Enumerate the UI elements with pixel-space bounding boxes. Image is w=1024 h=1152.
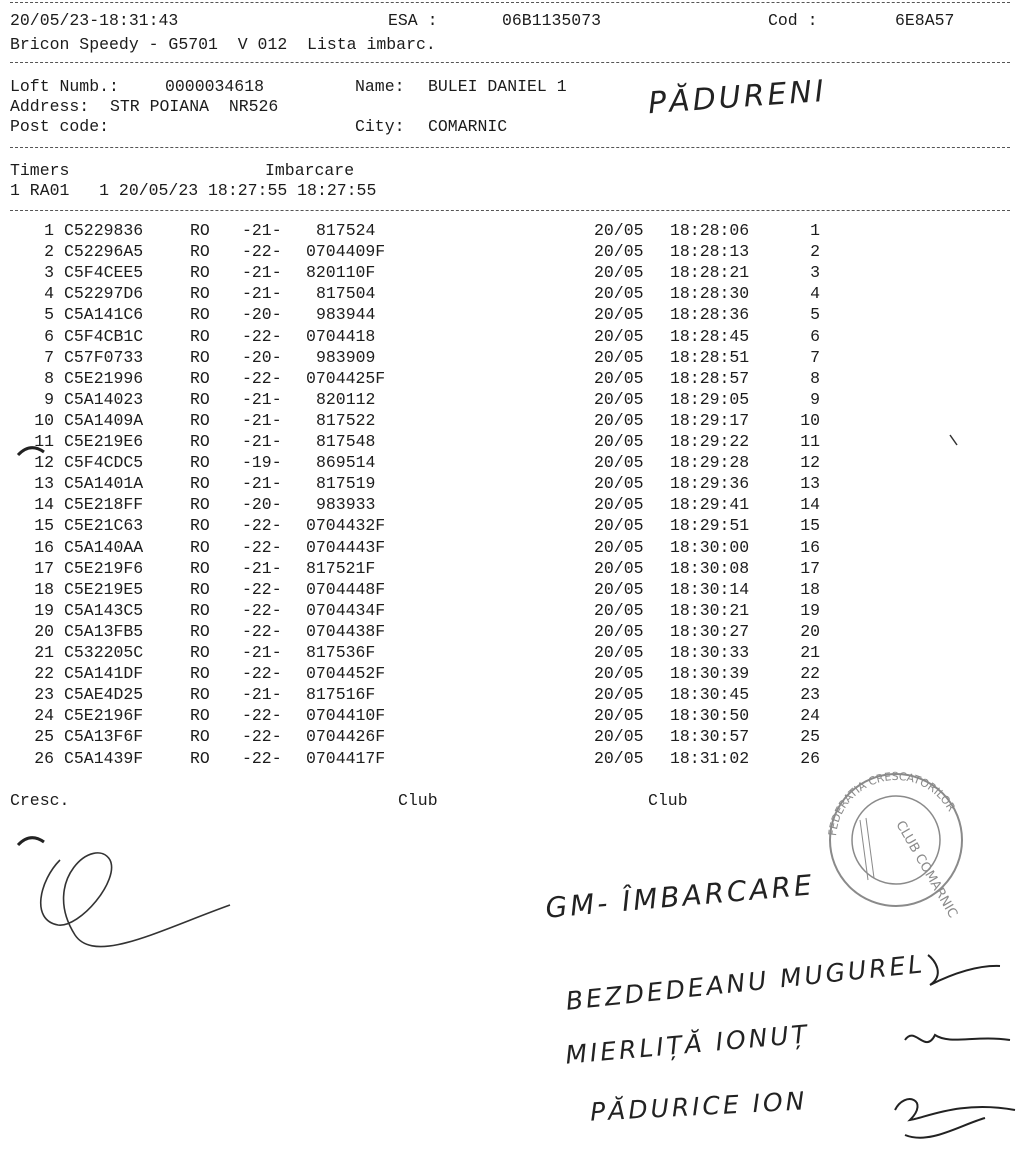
cell-year: -22-: [242, 727, 282, 747]
cell-country: RO: [190, 495, 210, 515]
cell-date: 20/05: [594, 495, 644, 515]
cell-year: -20-: [242, 495, 282, 515]
cell-seq: 23: [800, 685, 820, 705]
handwritten-name-1: BEZDEDEANU MUGUREL: [564, 949, 927, 1016]
cell-n: 9: [44, 389, 54, 409]
cell-seq: 22: [800, 664, 820, 684]
cell-time: 18:28:21: [670, 263, 750, 283]
cell-time: 18:29:51: [670, 516, 750, 536]
cell-time: 18:28:06: [670, 221, 750, 240]
cell-id: 0704410F: [306, 706, 386, 726]
address-value: STR POIANA NR526: [110, 97, 279, 116]
postcode-label: Post code:: [10, 117, 110, 136]
cell-id: 0704434F: [306, 600, 386, 620]
cell-seq: 13: [800, 474, 820, 494]
cell-id: 817519: [316, 474, 376, 494]
city-label: City:: [355, 117, 405, 136]
separator: [10, 210, 1010, 211]
cell-country: RO: [190, 453, 210, 473]
handwritten-title: GM- ÎMBARCARE: [544, 868, 816, 925]
cell-year: -21-: [242, 410, 282, 430]
cell-id: 0704426F: [306, 727, 386, 747]
cell-seq: 9: [810, 389, 820, 409]
cell-date: 20/05: [594, 347, 644, 367]
cell-country: RO: [190, 727, 210, 747]
cell-country: RO: [190, 621, 210, 641]
cell-id: 983909: [316, 347, 376, 367]
cell-id: 0704417F: [306, 748, 386, 768]
cell-country: RO: [190, 706, 210, 726]
cell-date: 20/05: [594, 242, 644, 262]
cell-time: 18:28:30: [670, 284, 750, 304]
cell-country: RO: [190, 600, 210, 620]
cell-country: RO: [190, 263, 210, 283]
cell-country: RO: [190, 432, 210, 451]
cell-seq: 4: [810, 284, 820, 304]
cell-seq: 20: [800, 621, 820, 641]
cell-year: -19-: [242, 453, 282, 473]
cell-n: 17: [34, 558, 54, 578]
cell-n: 21: [34, 643, 54, 662]
cell-country: RO: [190, 221, 210, 240]
loft-number: 0000034618: [165, 77, 265, 96]
cell-year: -21-: [242, 284, 282, 304]
cell-n: 13: [34, 474, 54, 494]
cell-date: 20/05: [594, 305, 644, 325]
club-label-1: Club: [398, 791, 438, 810]
cell-country: RO: [190, 516, 210, 536]
cell-id: 983933: [316, 495, 376, 515]
cell-seq: 14: [800, 495, 820, 515]
cell-date: 20/05: [594, 474, 644, 494]
cell-seq: 12: [800, 453, 820, 473]
cell-seq: 11: [800, 432, 820, 451]
handwritten-place: PĂDURENI: [646, 73, 828, 122]
cell-ring: C5A13F6F: [64, 727, 144, 747]
cell-date: 20/05: [594, 389, 644, 409]
cell-year: -21-: [242, 263, 282, 283]
cell-ring: C57F0733: [64, 347, 144, 367]
cell-seq: 16: [800, 537, 820, 557]
cell-time: 18:29:05: [670, 389, 750, 409]
cell-seq: 8: [810, 368, 820, 388]
cell-year: -22-: [242, 706, 282, 726]
cell-n: 1: [44, 221, 54, 240]
cell-n: 24: [34, 706, 54, 726]
cell-ring: C5E218FF: [64, 495, 144, 515]
cell-seq: 1: [810, 221, 820, 240]
cell-year: -21-: [242, 685, 282, 705]
cell-time: 18:28:13: [670, 242, 750, 262]
cell-id: 817521F: [306, 558, 376, 578]
cell-year: -20-: [242, 305, 282, 325]
cell-seq: 5: [810, 305, 820, 325]
cell-time: 18:30:39: [670, 664, 750, 684]
cell-n: 14: [34, 495, 54, 515]
cell-seq: 18: [800, 579, 820, 599]
cell-year: -20-: [242, 347, 282, 367]
cell-year: -22-: [242, 579, 282, 599]
cell-seq: 24: [800, 706, 820, 726]
cell-date: 20/05: [594, 221, 644, 240]
timer-line: 1 RA01 1 20/05/23 18:27:55 18:27:55: [10, 181, 377, 200]
cell-ring: C5A13FB5: [64, 621, 144, 641]
cell-id: 0704448F: [306, 579, 386, 599]
cell-seq: 21: [800, 643, 820, 662]
cell-date: 20/05: [594, 621, 644, 641]
cell-id: 0704418: [306, 326, 376, 346]
stamp-outer-text: FEDERATIA CRESCATORILOR: [826, 769, 958, 837]
cell-time: 18:28:51: [670, 347, 750, 367]
cell-year: -22-: [242, 664, 282, 684]
cell-seq: 6: [810, 326, 820, 346]
cell-n: 8: [44, 368, 54, 388]
cell-ring: C5E2196F: [64, 706, 144, 726]
cell-id: 0704438F: [306, 621, 386, 641]
cell-time: 18:30:00: [670, 537, 750, 557]
handwritten-name-3: PĂDURICE ION: [589, 1086, 809, 1127]
cell-ring: C5A14023: [64, 389, 144, 409]
cell-id: 817504: [316, 284, 376, 304]
cell-time: 18:29:41: [670, 495, 750, 515]
cell-year: -21-: [242, 643, 282, 662]
cell-id: 869514: [316, 453, 376, 473]
cell-time: 18:29:22: [670, 432, 750, 451]
cell-country: RO: [190, 664, 210, 684]
cod-value: 6E8A57: [895, 11, 955, 30]
cell-time: 18:30:27: [670, 621, 750, 641]
cell-date: 20/05: [594, 326, 644, 346]
cell-year: -22-: [242, 368, 282, 388]
cell-date: 20/05: [594, 664, 644, 684]
document-subtitle: Bricon Speedy - G5701 V 012 Lista imbarc.: [10, 35, 436, 54]
cell-time: 18:28:57: [670, 368, 750, 388]
cod-label: Cod :: [768, 11, 818, 30]
cell-seq: 3: [810, 263, 820, 283]
cell-country: RO: [190, 389, 210, 409]
cell-year: -22-: [242, 537, 282, 557]
cell-country: RO: [190, 558, 210, 578]
cell-date: 20/05: [594, 410, 644, 430]
cell-date: 20/05: [594, 706, 644, 726]
cell-time: 18:30:45: [670, 685, 750, 705]
cell-seq: 10: [800, 410, 820, 430]
cell-date: 20/05: [594, 537, 644, 557]
cell-n: 23: [34, 685, 54, 705]
esa-label: ESA :: [388, 11, 438, 30]
cell-n: 19: [34, 600, 54, 620]
cell-n: 5: [44, 305, 54, 325]
cell-ring: C5A141DF: [64, 664, 144, 684]
cell-ring: C5A140AA: [64, 537, 144, 557]
cell-n: 16: [34, 537, 54, 557]
handwritten-name-2: MIERLIȚĂ IONUȚ: [564, 1019, 811, 1070]
cell-year: -22-: [242, 242, 282, 262]
cell-country: RO: [190, 643, 210, 662]
cell-country: RO: [190, 474, 210, 494]
cell-time: 18:30:57: [670, 727, 750, 747]
cell-year: -22-: [242, 516, 282, 536]
cell-seq: 25: [800, 727, 820, 747]
city-value: COMARNIC: [428, 117, 508, 136]
cell-n: 6: [44, 326, 54, 346]
cell-ring: C5E219E6: [64, 432, 144, 451]
cell-ring: C52296A5: [64, 242, 144, 262]
imbarcare-label: Imbarcare: [265, 161, 355, 180]
timers-label: Timers: [10, 161, 70, 180]
cell-year: -22-: [242, 326, 282, 346]
cell-ring: C5E21996: [64, 368, 144, 388]
cell-ring: C5E219F6: [64, 558, 144, 578]
cell-country: RO: [190, 537, 210, 557]
cell-date: 20/05: [594, 685, 644, 705]
cell-time: 18:29:17: [670, 410, 750, 430]
cell-country: RO: [190, 748, 210, 768]
cell-country: RO: [190, 685, 210, 705]
cell-ring: C5A1439F: [64, 748, 144, 768]
cell-id: 0704409F: [306, 242, 386, 262]
cell-country: RO: [190, 305, 210, 325]
cell-id: 817516F: [306, 685, 376, 705]
cell-year: -21-: [242, 474, 282, 494]
cell-id: 0704452F: [306, 664, 386, 684]
separator: [10, 147, 1010, 148]
cell-date: 20/05: [594, 368, 644, 388]
cell-ring: C532205C: [64, 643, 144, 662]
loft-label: Loft Numb.:: [10, 77, 119, 96]
cell-seq: 26: [800, 748, 820, 768]
cell-date: 20/05: [594, 727, 644, 747]
owner-name: BULEI DANIEL 1: [428, 77, 567, 96]
stamp-inner-text: CLUB COMARNIC: [892, 818, 961, 921]
cell-n: 20: [34, 621, 54, 641]
cell-n: 4: [44, 284, 54, 304]
cell-country: RO: [190, 326, 210, 346]
cell-id: 0704432F: [306, 516, 386, 536]
cell-time: 18:30:33: [670, 643, 750, 662]
cell-time: 18:29:28: [670, 453, 750, 473]
cell-id: 820110F: [306, 263, 376, 283]
cell-id: 817548: [316, 432, 376, 451]
cell-ring: C5A1409A: [64, 410, 144, 430]
cell-country: RO: [190, 410, 210, 430]
cell-id: 817524: [316, 221, 376, 240]
cell-date: 20/05: [594, 643, 644, 662]
esa-value: 06B1135073: [502, 11, 602, 30]
cell-id: 0704443F: [306, 537, 386, 557]
cell-n: 18: [34, 579, 54, 599]
cell-country: RO: [190, 284, 210, 304]
name-label: Name:: [355, 77, 405, 96]
print-datetime: 20/05/23-18:31:43: [10, 11, 179, 30]
cell-n: 15: [34, 516, 54, 536]
cell-ring: C5E21C63: [64, 516, 144, 536]
cell-ring: C5A1401A: [64, 474, 144, 494]
cell-seq: 2: [810, 242, 820, 262]
cell-n: 10: [34, 410, 54, 430]
cell-n: 26: [34, 748, 54, 768]
cell-n: 12: [34, 453, 54, 473]
cresc-label: Cresc.: [10, 791, 70, 810]
cell-n: 2: [44, 242, 54, 262]
cell-time: 18:30:14: [670, 579, 750, 599]
cell-id: 0704425F: [306, 368, 386, 388]
cell-year: -22-: [242, 600, 282, 620]
cell-time: 18:30:50: [670, 706, 750, 726]
cell-n: 11: [34, 432, 54, 451]
cell-time: 18:30:08: [670, 558, 750, 578]
cell-ring: C5F4CEE5: [64, 263, 144, 283]
cell-ring: C5A143C5: [64, 600, 144, 620]
cell-id: 820112: [316, 389, 376, 409]
cell-year: -21-: [242, 389, 282, 409]
cell-country: RO: [190, 579, 210, 599]
cell-year: -21-: [242, 558, 282, 578]
cell-seq: 17: [800, 558, 820, 578]
top-separator: [10, 2, 1010, 3]
cell-date: 20/05: [594, 600, 644, 620]
cell-year: -22-: [242, 748, 282, 768]
cell-n: 7: [44, 347, 54, 367]
cell-year: -21-: [242, 221, 282, 240]
cell-ring: C52297D6: [64, 284, 144, 304]
cell-n: 3: [44, 263, 54, 283]
cell-id: 817522: [316, 410, 376, 430]
cell-date: 20/05: [594, 579, 644, 599]
cell-date: 20/05: [594, 432, 644, 451]
cell-time: 18:28:36: [670, 305, 750, 325]
cell-seq: 7: [810, 347, 820, 367]
cell-ring: C5F4CDC5: [64, 453, 144, 473]
cell-n: 25: [34, 727, 54, 747]
cell-date: 20/05: [594, 516, 644, 536]
cell-date: 20/05: [594, 558, 644, 578]
cell-id: 983944: [316, 305, 376, 325]
cell-ring: C5A141C6: [64, 305, 144, 325]
cell-date: 20/05: [594, 284, 644, 304]
cell-ring: C5F4CB1C: [64, 326, 144, 346]
cell-n: 22: [34, 664, 54, 684]
cell-year: -21-: [242, 432, 282, 451]
cell-time: 18:29:36: [670, 474, 750, 494]
cell-time: 18:31:02: [670, 748, 750, 768]
cell-ring: C5229836: [64, 221, 144, 240]
cell-seq: 19: [800, 600, 820, 620]
cell-date: 20/05: [594, 263, 644, 283]
cell-date: 20/05: [594, 748, 644, 768]
cell-country: RO: [190, 368, 210, 388]
separator: [10, 62, 1010, 63]
address-label: Address:: [10, 97, 90, 116]
club-label-2: Club: [648, 791, 688, 810]
cell-year: -22-: [242, 621, 282, 641]
cell-country: RO: [190, 347, 210, 367]
cell-seq: 15: [800, 516, 820, 536]
cell-ring: C5E219E5: [64, 579, 144, 599]
cell-country: RO: [190, 242, 210, 262]
cell-time: 18:28:45: [670, 326, 750, 346]
cell-date: 20/05: [594, 453, 644, 473]
cell-id: 817536F: [306, 643, 376, 662]
cell-time: 18:30:21: [670, 600, 750, 620]
cell-ring: C5AE4D25: [64, 685, 144, 705]
